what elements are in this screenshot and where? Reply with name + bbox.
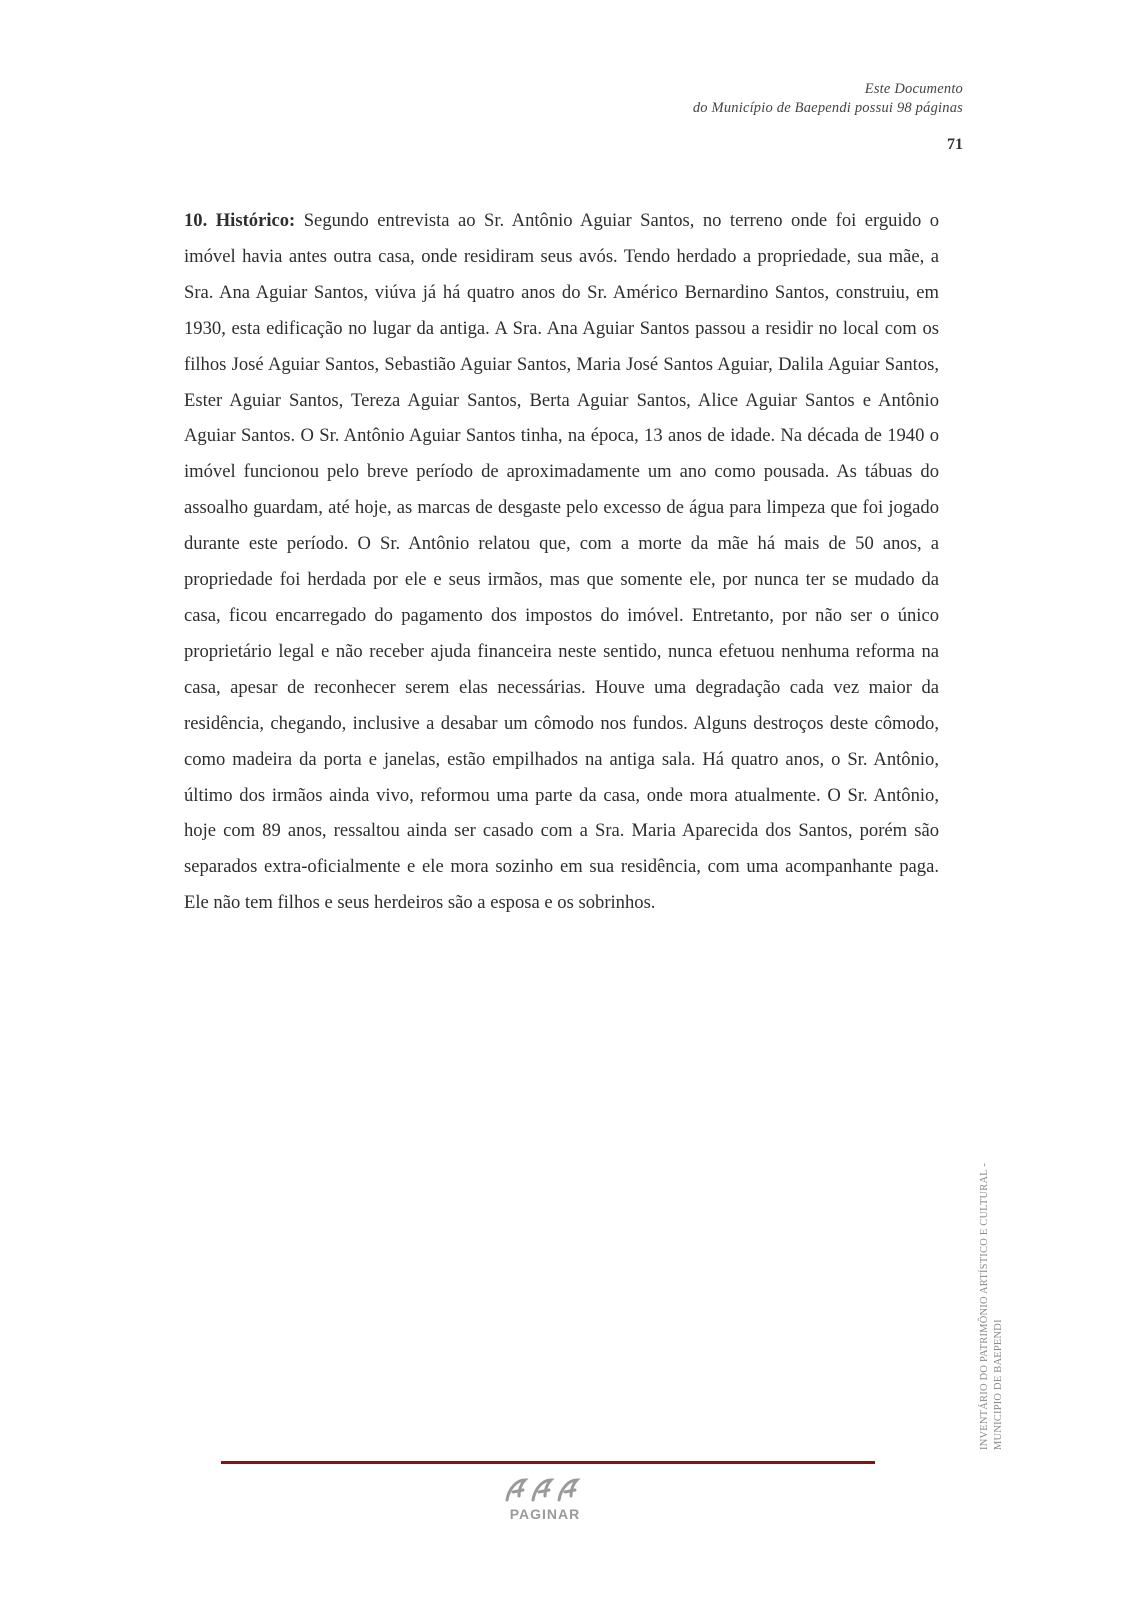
header-note-line-1: Este Documento xyxy=(864,81,963,97)
side-label-line-2: MUNICIPIO DE BAEPENDI xyxy=(993,1319,1004,1450)
section-body-text: Segundo entrevista ao Sr. Antônio Aguiar Santos, no terreno onde foi erguido o imóvel havia antes outra casa, onde residiram seus avós. Tendo herdado a propriedade, sua mãe, a Sra. Ana Aguiar Santos, viúva já há quatro anos do Sr. Américo Bernardino Santos, construiu, em 1930, esta edificação no lugar da antiga. A Sra. Ana Aguiar Santos passou a residir no local com os filhos José Aguiar Santos, Sebastião Aguiar Santos, Maria José Santos Aguiar, Dalila Aguiar Santos, Ester Aguiar Santos, Tereza Aguiar Santos, Berta Aguiar Santos, Alice Aguiar Santos e Antônio Aguiar Santos. O Sr. Antônio Aguiar Santos tinha, na época, 13 anos de idade. Na década de 1940 o imóvel funcionou pelo breve período de aproximadamente um ano como pousada. As tábuas do assoalho guardam, até hoje, as marcas de desgaste pelo excesso de água para limpeza que foi jogado durante este período. O Sr. Antônio relatou que, com a morte da mãe há mais de 50 anos, a propriedade foi herdada por ele e seus irmãos, mas que somente ele, por nunca ter se mudado da casa, ficou encarregado do pagamento dos impostos do imóvel. Entretanto, por não ser o único proprietário legal e não receber ajuda financeira neste sentido, nunca efetuou nenhuma reforma na casa, apesar de reconhecer serem elas necessárias. Houve uma degradação cada vez maior da residência, chegando, inclusive a desabar um cômodo nos fundos. Alguns destroços deste cômodo, como madeira da porta e janelas, estão empilhados na antiga sala. Há quatro anos, o Sr. Antônio, último dos irmãos ainda vivo, reformou uma parte da casa, onde mora atualmente. O Sr. Antônio, hoje com 89 anos, ressaltou ainda ser casado com a Sra. Maria Aparecida dos Santos, porém são separados extra-oficialmente e ele mora sozinho em sua residência, com uma acompanhante paga. Ele não tem filhos e seus herdeiros são a esposa e os sobrinhos. xyxy=(184,210,940,914)
footer-divider xyxy=(221,1461,875,1464)
paginar-logo-text: PAGINAR xyxy=(509,1506,581,1522)
header-note-line-2: do Município de Baependi possui 98 páginas xyxy=(692,100,963,116)
document-header-note xyxy=(693,80,963,118)
paginar-logo-icon xyxy=(503,1474,587,1504)
side-label-line-1: INVENTÁRIO DO PATRIMÔNIO ARTÍSTICO E CULTURAL - xyxy=(979,1162,990,1450)
side-inventory-label xyxy=(978,1163,1006,1450)
historico-section xyxy=(184,203,939,921)
paginar-logo xyxy=(490,1474,600,1522)
section-label: 10. Histórico: xyxy=(184,210,296,231)
page-number: 71 xyxy=(947,136,963,153)
